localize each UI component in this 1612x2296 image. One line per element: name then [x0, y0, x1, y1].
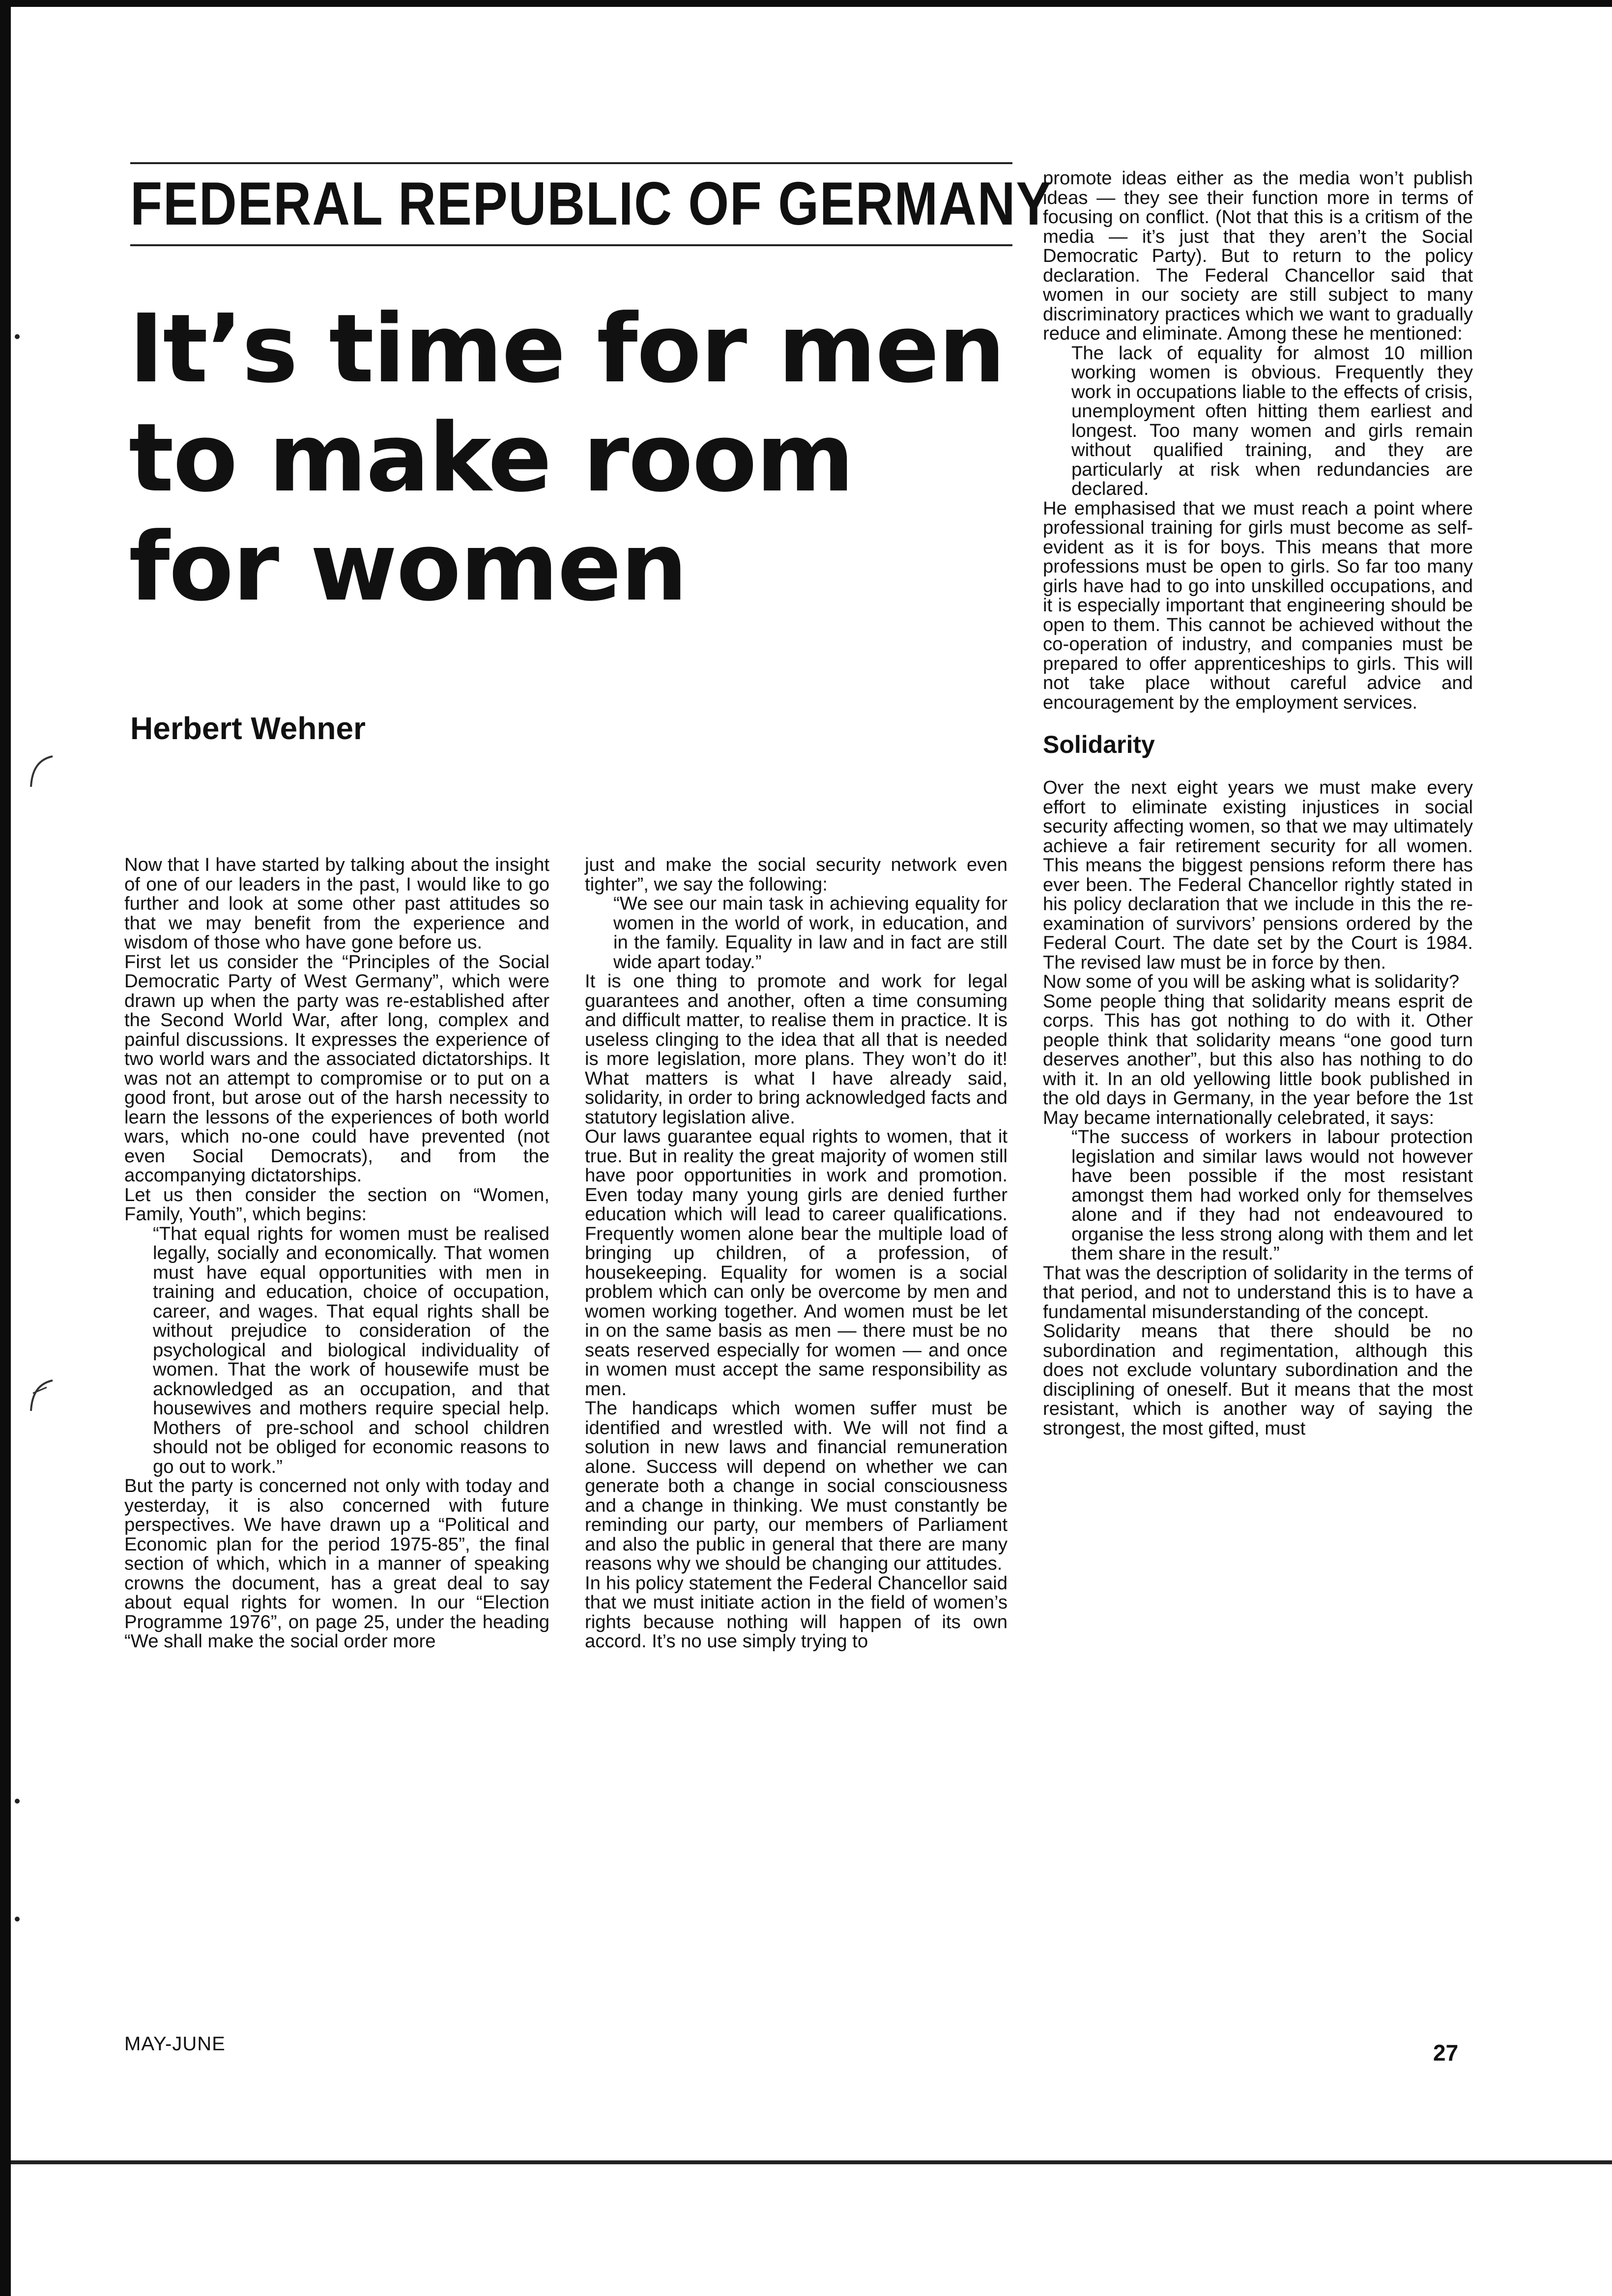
headline-line: It’s time for men [129, 294, 1005, 404]
author-byline: Herbert Wehner [130, 711, 366, 746]
body-paragraph: Let us then consider the section on “Women, Family, Youth”, which begins: [124, 1184, 549, 1225]
body-paragraph: First let us consider the “Principles of the Social Democratic Party of West Germany”, which were drawn up when the party was re-established after the Second World War, after long, complex and painful discussions. It expresses the experience of two world wars and the associated dictatorships. It was not an attempt to compromise or to put on a good front, but arose out of the harsh necessity to learn the lessons of the experiences of both world wars, which no-one could have prevented (not even Social Democrats), and from the accompanying dictatorships. [124, 951, 549, 1186]
block-quote: “We see our main task in achieving equality for women in the world of work, in education, and in the family. Equality in law and in fact are still wide apart today.” [613, 893, 1008, 973]
body-paragraph: Over the next eight years we must make every effort to eliminate existing injustices in social security affecting women, so that we may ultimately achieve a fair retirement security for all women. This means the biggest pensions reform there has ever been. The Federal Chancellor rightly stated in his policy declaration that we include in this the re-examination of survivors’ pensions ordered by the Federal Court. The date set by the Court is 1984. The revised law must be in force by then. [1043, 777, 1473, 973]
block-quote: The lack of equality for almost 10 million working women is obvious. Frequently they work in occupations liable to the effects of crisis, unemployment often hitting them earliest and longest. Too many women and girls remain without qualified training, and they are particularly at risk when redundancies are declared. [1071, 342, 1473, 499]
scan-border-top [0, 0, 1612, 7]
body-paragraph: But the party is concerned not only with today and yesterday, it is also concerned with future perspectives. We have drawn up a “Political and Economic plan for the period 1975-85”, the final section of which, which in a manner of speaking crowns the document, has a great deal to say about equal rights for women. In our “Election Programme 1976”, on page 25, under the heading “We shall make the social order more [124, 1475, 549, 1652]
body-paragraph: Now some of you will be asking what is solidarity? [1043, 971, 1460, 992]
headline-line: for women [129, 513, 687, 622]
article-headline [129, 295, 1023, 622]
block-quote: “That equal rights for women must be realised legally, socially and economically. That women must have equal opportunities with men in training and education, choice of occupation, career, and wages. That equal rights shall be without prejudice to consideration of the psychological and biological individuality of women. That the work of housewife must be acknowledged as an occupation, and that housewives and mothers require special help. Mothers of pre-school and school children should not be obliged for economic reasons to go out to work.” [153, 1223, 549, 1477]
pencil-mark [27, 754, 57, 789]
body-paragraph: He emphasised that we must reach a point where professional training for girls must become as self-evident as it is for boys. This means that more professions must be open to girls. So far too many girls have had to go into unskilled occupations, and it is especially important that engineering should be open to them. This cannot be achieved without the co-operation of industry, and companies must be prepared to offer apprenticeships to girls. This will not take place without careful advice and encouragement by the employment services. [1043, 497, 1473, 713]
block-quote: “The success of workers in labour protection legislation and similar laws would not however have been possible if the most resistant amongst them had worked only for themselves alone and if they had not endeavoured to organise the less strong along with them and let them share in the result.” [1071, 1126, 1473, 1264]
headline-line: to make room [129, 403, 854, 513]
body-paragraph: Now that I have started by talking about the insight of one of our leaders in the past, I would like to go further and look at some other past attitudes so that we may benefit from the experience and wisdom of those who have gone before us. [124, 854, 549, 953]
body-paragraph: Our laws guarantee equal rights to women, that it true. But in reality the great majority of women still have poor opportunities in work and promotion. Even today many young girls are denied further education which will lead to career qualifications. Frequently women alone bear the multiple load of bringing up children, of a profession, of housekeeping. Equality for women is a social problem which can only be overcome by men and women working together. And women must be let in on the same basis as men — there must be no seats reserved especially for women — and once in women must accept the same responsibility as men. [585, 1126, 1008, 1400]
issue-date: MAY-JUNE [124, 2033, 226, 2055]
pencil-mark [27, 1378, 57, 1413]
scan-speck [15, 334, 20, 339]
body-paragraph: That was the description of solidarity in the terms of that period, and not to understand this is to have a fundamental misunderstanding of the concept. [1043, 1262, 1473, 1322]
page-number: 27 [1433, 2040, 1459, 2066]
scan-speck [15, 1917, 20, 1922]
scan-speck [15, 1799, 20, 1804]
section-rule-bottom [130, 244, 1012, 246]
subheading: Solidarity [1043, 731, 1155, 758]
body-paragraph: just and make the social security network even tighter”, we say the following: [585, 854, 1008, 895]
body-paragraph: promote ideas either as the media won’t publish ideas — they see their function more in terms of focusing on conflict. (Not that this is a critism of the media — it’s just that they aren’t the Social Democratic Party). But to return to the policy declaration. The Federal Chancellor said that women in our society are still subject to many discriminatory practices which we want to gradually reduce and eliminate. Among these he mentioned: [1043, 168, 1473, 344]
scan-border-bottom [11, 2160, 1612, 2164]
body-paragraph: Solidarity means that there should be no subordination and regimentation, although this does not exclude voluntary subordination and the disciplining of oneself. But it means that the most resistant, which is another way of saying the strongest, the most gifted, must [1043, 1320, 1473, 1439]
body-paragraph: The handicaps which women suffer must be identified and wrestled with. We will not find a solution in new laws and financial remuneration alone. Success will depend on whether we can generate both a change in social consciousness and a change in thinking. We must constantly be reminding our party, our members of Parliament and also the public in general that there are many reasons why we should be changing our attitudes. [585, 1398, 1008, 1574]
scan-border-left [0, 0, 11, 2296]
article-column-1 [124, 855, 549, 1651]
body-paragraph: In his policy statement the Federal Chancellor said that we must initiate action in the field of women’s rights because nothing will happen of its own accord. It’s no use simply trying to [585, 1572, 1008, 1652]
body-paragraph: Some people thing that solidarity means esprit de corps. This has got nothing to do with it. Other people think that solidarity means “one good turn deserves another”, but this also has nothing to do with it. In an old yellowing little book published in the old days in Germany, in the year before the 1st May became internationally celebrated, it says: [1043, 990, 1473, 1128]
section-title: FEDERAL REPUBLIC OF GERMANY [130, 170, 1052, 238]
article-column-2 [585, 855, 1008, 1651]
section-rule-top [130, 162, 1012, 164]
article-column-3 [1043, 169, 1473, 1438]
body-paragraph: It is one thing to promote and work for legal guarantees and another, often a time consuming and difficult matter, to realise them in practice. It is useless clinging to the idea that all that is needed is more legislation, more plans. They won’t do it! What matters is what I have already said, solidarity, in order to bring acknowledged facts and statutory legislation alive. [585, 971, 1008, 1128]
